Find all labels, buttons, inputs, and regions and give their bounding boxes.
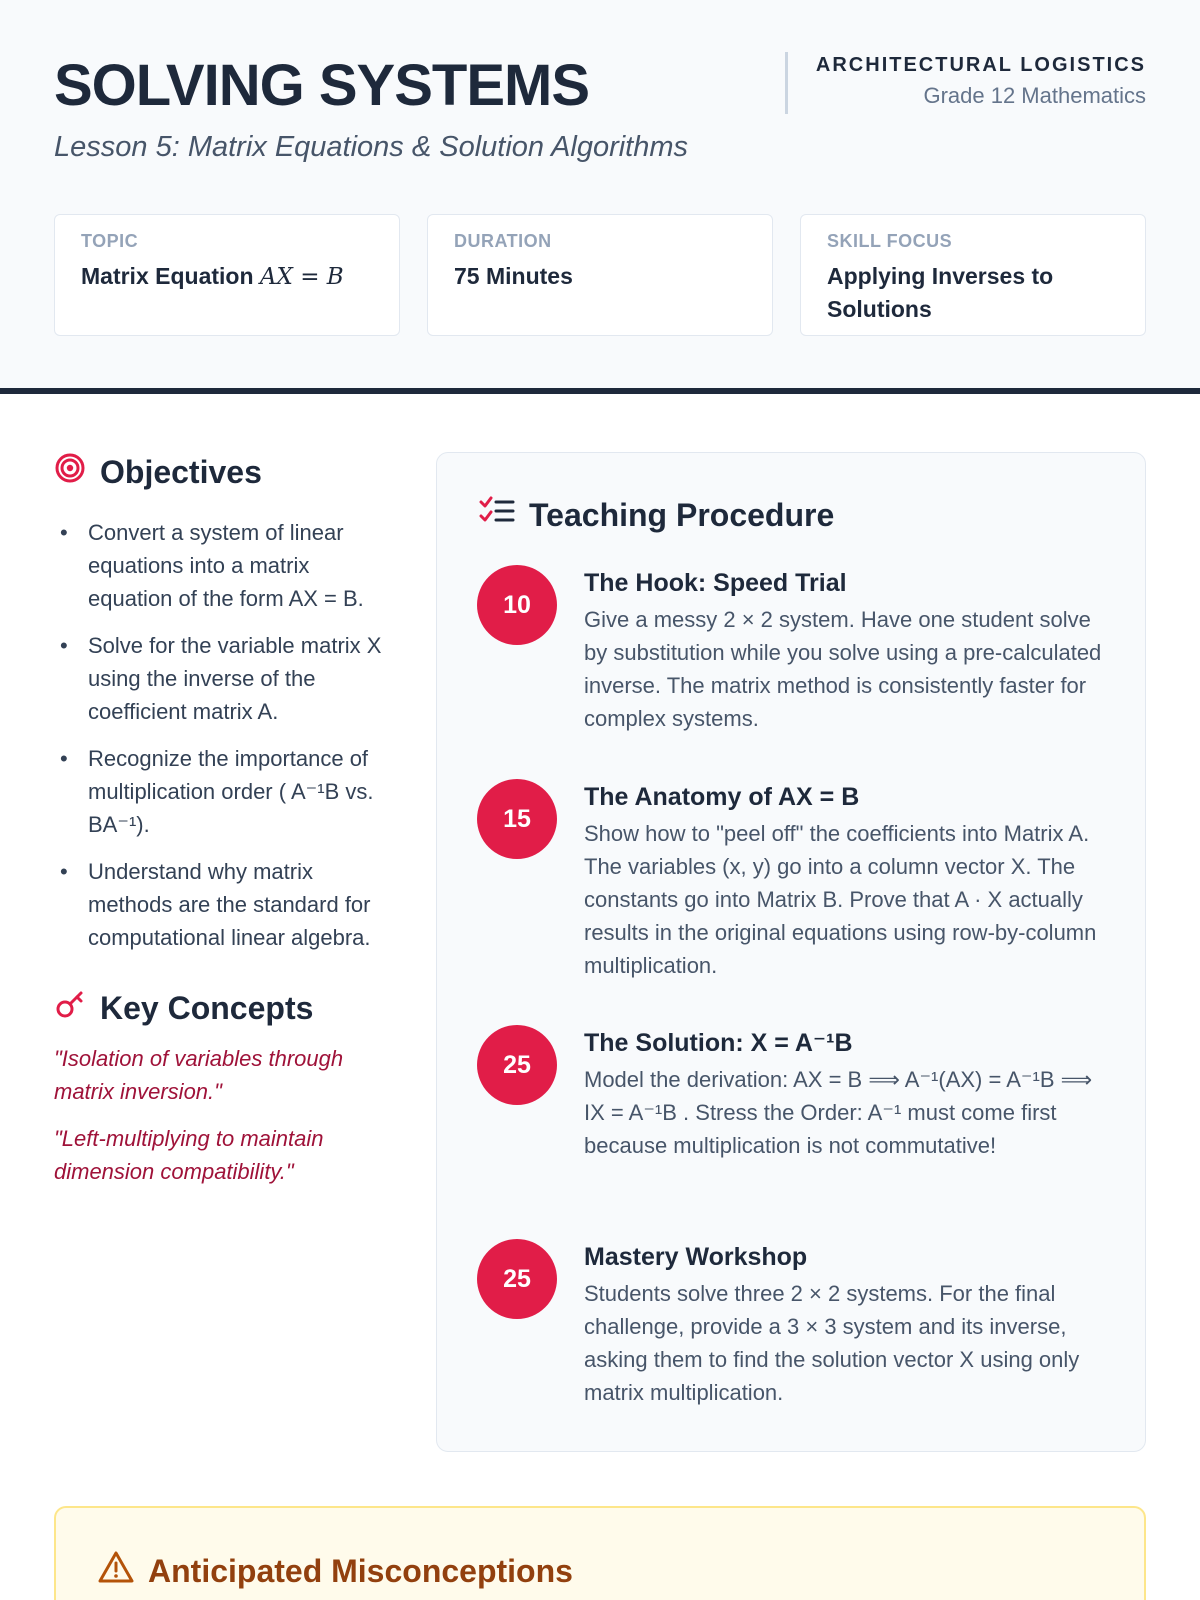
concept-quote: "Left-multiplying to maintain dimension compatibility." [54, 1126, 324, 1184]
objectives-list [54, 516, 384, 954]
org-block [785, 52, 1146, 114]
key-concepts-list [54, 1042, 384, 1188]
checklist-icon [479, 495, 515, 535]
target-icon [54, 452, 86, 492]
step-title: The Solution: X = A⁻¹B [584, 1029, 853, 1057]
key-concepts-heading: Key Concepts [54, 988, 384, 1028]
objective-item: • Solve for the variable matrix X using the inverse of the coefficient matrix A. [54, 629, 384, 728]
key-icon [54, 988, 86, 1028]
step-title: The Anatomy of AX = B [584, 783, 860, 811]
lesson-subtitle: Lesson 5: Matrix Equations & Solution Algorithms [54, 131, 689, 163]
topic-value: Matrix Equation AX = B [81, 263, 344, 290]
grade-level: Grade 12 Mathematics [923, 83, 1146, 108]
duration-label: DURATION [454, 231, 552, 251]
step-text: Give a messy 2 × 2 system. Have one student solve by substitution while you solve using a pre-calculated inverse. The matrix method is consistently faster for complex systems. [584, 607, 1102, 731]
misconceptions-heading: Anticipated Misconceptions [98, 1550, 573, 1592]
duration-card [427, 214, 773, 336]
step-minutes-badge: 10 [477, 565, 557, 645]
warning-icon [98, 1550, 134, 1592]
step-minutes-badge: 25 [477, 1025, 557, 1105]
step-title: The Hook: Speed Trial [584, 569, 847, 597]
concept-quote: "Isolation of variables through matrix inversion." [54, 1046, 344, 1104]
step-title: Mastery Workshop [584, 1243, 808, 1271]
objectives-heading: Objectives [54, 452, 384, 492]
step-minutes-badge: 15 [477, 779, 557, 859]
teaching-procedure-card [436, 452, 1146, 1452]
lesson-header [0, 0, 1200, 394]
topic-math: AX = B [259, 264, 344, 290]
left-column [54, 452, 384, 1188]
objective-item: • Understand why matrix methods are the standard for computational linear algebra. [54, 855, 384, 954]
step-text: Show how to "peel off" the coefficients into Matrix A. The variables (x, y) go into a column vector X. The constants go into Matrix B. Prove that A · X actually results in the original equations using row-by-column multiplication. [584, 821, 1097, 978]
procedure-heading: Teaching Procedure [479, 495, 834, 535]
skill-value: Applying Inverses to Solutions [827, 263, 1054, 322]
objective-item: • Convert a system of linear equations into a matrix equation of the form AX = B. [54, 516, 384, 615]
page-title: SOLVING SYSTEMS [54, 53, 590, 118]
step-minutes-badge: 25 [477, 1239, 557, 1319]
org-name: ARCHITECTURAL LOGISTICS [815, 54, 1146, 76]
objective-item: • Recognize the importance of multiplication order ( A⁻¹B vs. BA⁻¹). [54, 742, 384, 841]
duration-value: 75 Minutes [454, 263, 573, 289]
step-text: Students solve three 2 × 2 systems. For the final challenge, provide a 3 × 3 system and its inverse, asking them to find the solution vector X using only matrix multiplication. [584, 1281, 1080, 1405]
topic-label: TOPIC [81, 231, 139, 251]
skill-label: SKILL FOCUS [827, 231, 953, 251]
topic-card [54, 214, 400, 336]
step-text: Model the derivation: AX = B ⟹ A⁻¹(AX) = A⁻¹B ⟹ IX = A⁻¹B . Stress the Order: A⁻¹ must come first because multiplication is not commutative! [584, 1067, 1093, 1158]
misconceptions-card [54, 1506, 1146, 1600]
skill-card [800, 214, 1146, 336]
